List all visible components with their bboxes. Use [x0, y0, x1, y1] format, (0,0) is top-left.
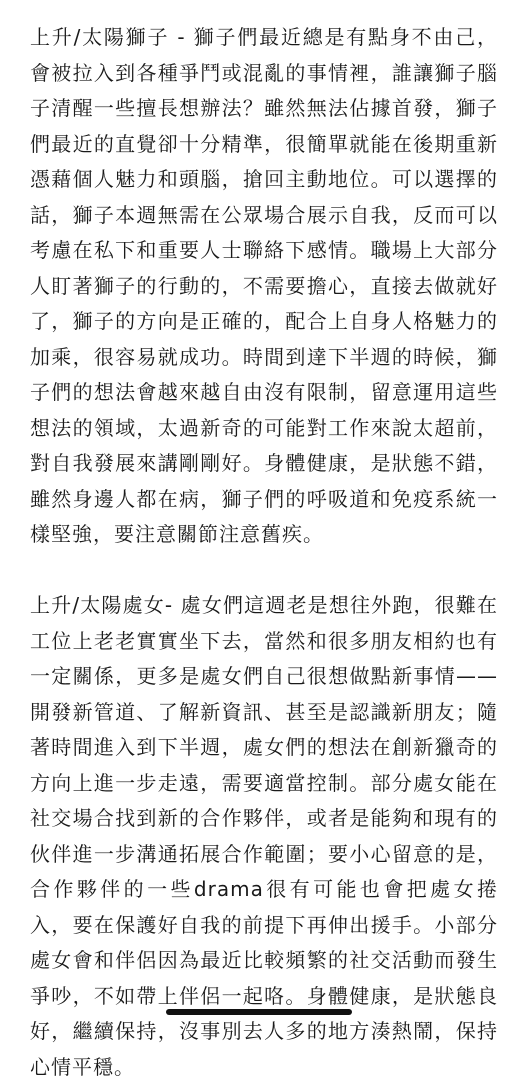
home-indicator-bar[interactable] — [166, 1009, 352, 1015]
horoscope-paragraph-leo: 上升/太陽獅子 - 獅子們最近總是有點身不由己，會被拉入到各種爭鬥或混亂的事情裡，誰讓獅子腦子清醒一些擅長想辦法？雖然無法佔據首發，獅子們最近的直覺卻十分精準，很簡單就能在後期重新憑藉個人魅力和頭腦，搶回主動地位。可以選擇的話，獅子本週無需在公眾場合展示自我，反而可以考慮在私下和重要人士聯絡下感情。職場上大部分人盯著獅子的行動的，不需要擔心，直接去做就好了，獅子的方向是正確的，配合上自身人格魅力的加乘，很容易就成功。時間到達下半週的時候，獅子們的想法會越來越自由沒有限制，留意運用這些想法的領域，太過新奇的可能對工作來說太超前，對自我發展來講剛剛好。身體健康，是狀態不錯，雖然身邊人都在病，獅子們的呼吸道和免疫系統一樣堅強，要注意關節注意舊疾。 — [30, 25, 498, 546]
article-body — [30, 20, 498, 1085]
paragraph-spacer — [30, 553, 498, 589]
horoscope-paragraph-virgo: 上升/太陽處女- 處女們這週老是想往外跑，很難在工位上老老實實坐下去，當然和很多朋友相約也有一定關係，更多是處女們自己很想做點新事情——開發新管道、了解新資訊、甚至是認識新朋友；隨著時間進入到下半週，處女們的想法在創新獵奇的方向上進一步走遠，需要適當控制。部分處女能在社交場合找到新的合作夥伴，或者是能夠和現有的伙伴進一步溝通拓展合作範圍；要小心留意的是，合作夥伴的一些drama很有可能也會把處女捲入，要在保護好自我的前提下再伸出援手。小部分處女會和伴侶因為最近比較頻繁的社交活動而發生爭吵，不如帶上伴侶一起咯。身體健康，是狀態良好，繼續保持，沒事別去人多的地方湊熱鬧，保持心情平穩。 — [30, 593, 498, 1079]
